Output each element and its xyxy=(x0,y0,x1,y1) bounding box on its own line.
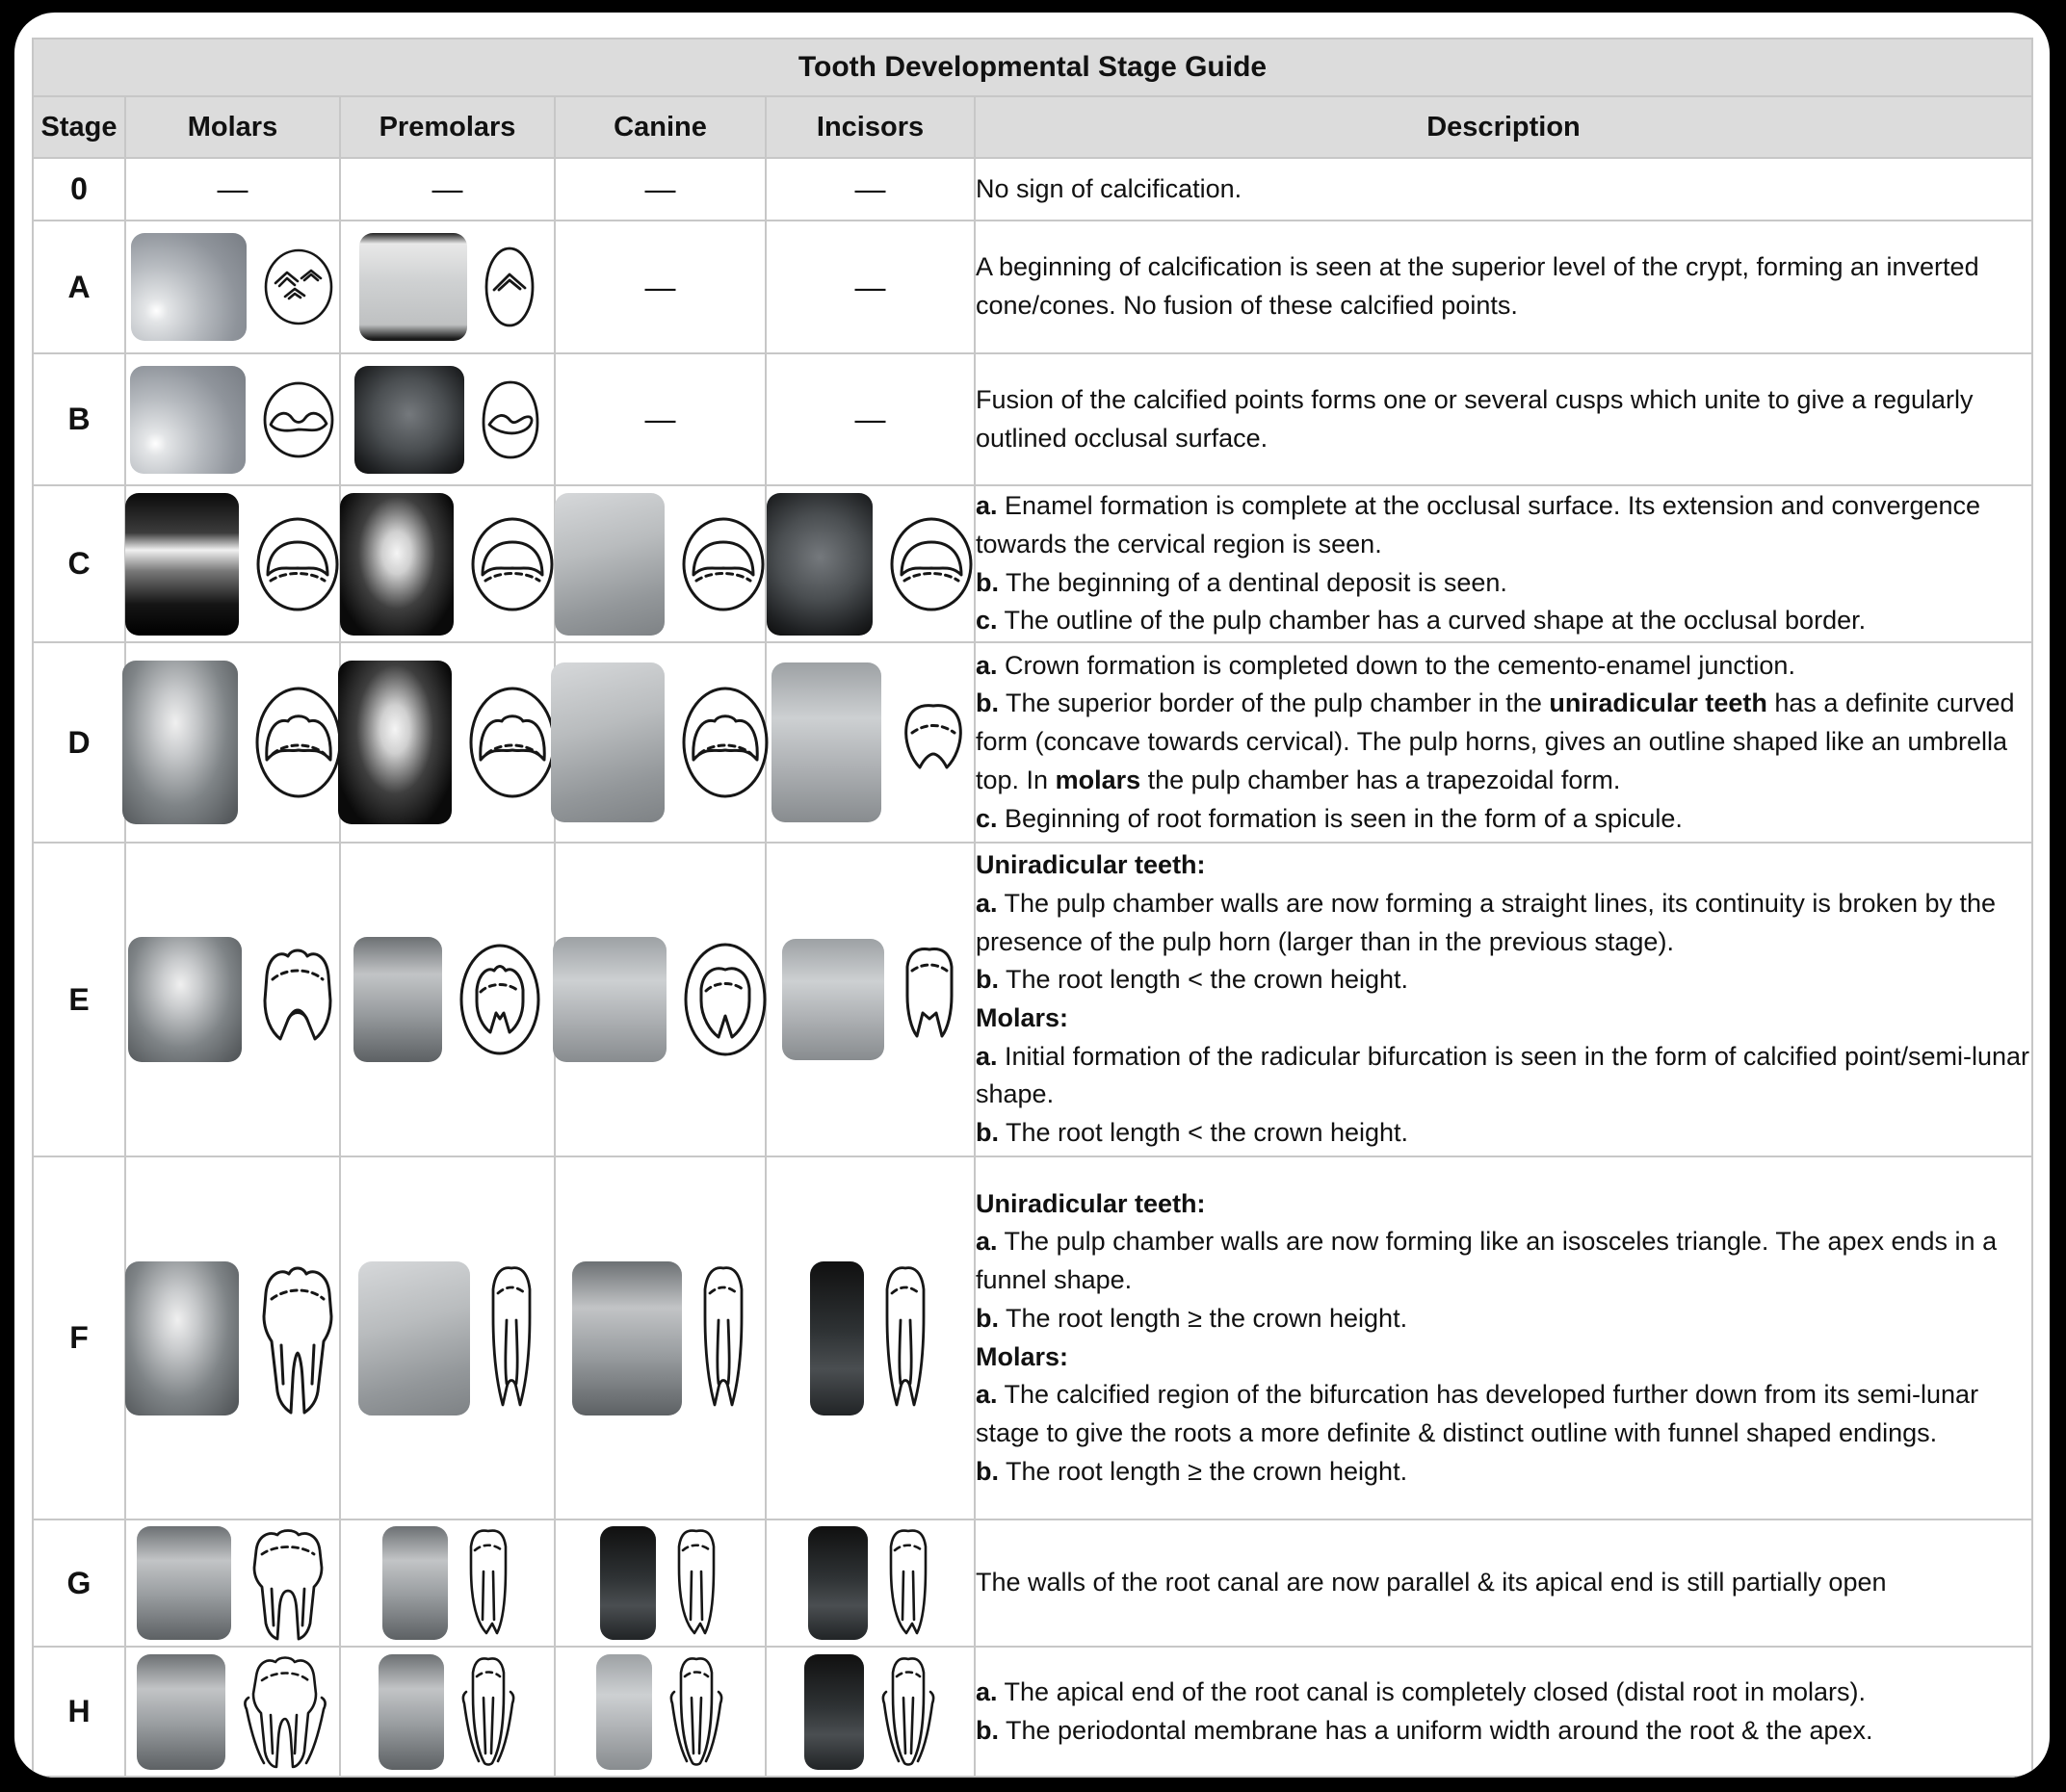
table-title-row xyxy=(33,39,2032,96)
g-molars-radiograph-image xyxy=(137,1526,231,1640)
a-molars-diagram-icon xyxy=(262,247,335,327)
f-canine-diagram-icon xyxy=(697,1260,749,1416)
stage-row-A xyxy=(33,221,2032,353)
description-line: b. The root length ≥ the crown height. xyxy=(976,1456,1408,1486)
g-incisors-diagram-icon xyxy=(883,1525,933,1641)
stage-row-G xyxy=(33,1519,2032,1647)
d-incisors-radiograph-image xyxy=(771,662,881,822)
h-molars-images xyxy=(126,1653,339,1771)
empty-dash: — xyxy=(854,402,886,436)
g-premolars-radiograph-image xyxy=(382,1526,448,1640)
description-line: a. The apical end of the root canal is completely closed (distal root in molars). xyxy=(976,1676,1866,1706)
h-molars-radiograph-image xyxy=(137,1654,225,1770)
column-header-stage: Stage xyxy=(33,96,125,158)
b-premolars-diagram-icon xyxy=(480,378,541,461)
f-canine-images xyxy=(556,1260,765,1416)
cell-G-canine xyxy=(555,1519,766,1647)
g-incisors-radiograph-image xyxy=(808,1526,868,1640)
cell-E-canine xyxy=(555,843,766,1156)
cell-D-molars xyxy=(125,642,340,843)
stage-row-B xyxy=(33,353,2032,485)
d-incisors-images xyxy=(767,662,974,822)
f-premolars-radiograph-image xyxy=(358,1261,470,1415)
cell-H-premolars xyxy=(340,1647,555,1777)
stage-label-C: C xyxy=(33,485,125,642)
h-incisors-diagram-icon xyxy=(879,1653,937,1771)
cell-G-premolars xyxy=(340,1519,555,1647)
description-line: a. The pulp chamber walls are now forming like an isosceles triangle. The apex ends in a funnel shape. xyxy=(976,1227,1998,1295)
page-title: Tooth Developmental Stage Guide xyxy=(33,39,2032,96)
h-incisors-radiograph-image xyxy=(804,1654,864,1770)
description-line: Uniradicular teeth: xyxy=(976,1188,1206,1218)
e-premolars-radiograph-image xyxy=(353,937,442,1062)
description-line: A beginning of calcification is seen at the superior level of the crypt, forming an inverted cone/cones. No fusion of these calcified points. xyxy=(976,252,1979,320)
cell-G-molars xyxy=(125,1519,340,1647)
empty-dash: — xyxy=(217,171,248,206)
description-A xyxy=(975,221,2032,353)
d-canine-diagram-icon xyxy=(680,685,771,800)
cell-E-incisors xyxy=(766,843,975,1156)
cell-F-premolars xyxy=(340,1156,555,1519)
stage-label-E: E xyxy=(33,843,125,1156)
stage-row-D xyxy=(33,642,2032,843)
f-molars-radiograph-image xyxy=(125,1261,239,1415)
column-header-row xyxy=(33,96,2032,158)
c-incisors-radiograph-image xyxy=(767,493,873,636)
d-incisors-diagram-icon xyxy=(897,698,970,787)
description-line: a. The calcified region of the bifurcation has developed further down from its semi-lunar stage to give the roots a more definite & distinct outline with funnel shaped endings. xyxy=(976,1380,1979,1447)
d-molars-images xyxy=(126,661,339,824)
d-canine-radiograph-image xyxy=(551,662,665,822)
e-canine-diagram-icon xyxy=(682,941,769,1058)
cell-D-premolars xyxy=(340,642,555,843)
b-molars-diagram-icon xyxy=(261,379,336,460)
e-molars-radiograph-image xyxy=(128,937,242,1062)
stage-label-B: B xyxy=(33,353,125,485)
e-incisors-radiograph-image xyxy=(782,939,884,1060)
c-incisors-diagram-icon xyxy=(888,515,975,613)
h-premolars-images xyxy=(341,1653,554,1771)
cell-H-incisors xyxy=(766,1647,975,1777)
description-line: a. The pulp chamber walls are now forming a straight lines, its continuity is broken by the presence of the pulp horn (larger than in the previous stage). xyxy=(976,888,1997,956)
e-molars-diagram-icon xyxy=(257,941,338,1058)
b-premolars-radiograph-image xyxy=(354,366,464,474)
f-incisors-diagram-icon xyxy=(879,1260,931,1416)
d-premolars-images xyxy=(341,661,554,824)
e-premolars-diagram-icon xyxy=(458,942,542,1057)
d-canine-images xyxy=(556,662,765,822)
description-line: Fusion of the calcified points forms one or several cusps which unite to give a regularly outlined occlusal surface. xyxy=(976,384,1974,453)
e-incisors-diagram-icon xyxy=(900,942,959,1057)
a-premolars-diagram-icon xyxy=(483,246,536,328)
a-premolars-images xyxy=(341,233,554,341)
f-incisors-radiograph-image xyxy=(810,1261,864,1415)
c-incisors-images xyxy=(767,493,974,636)
stage-label-D: D xyxy=(33,642,125,843)
empty-dash: — xyxy=(854,269,886,304)
c-canine-radiograph-image xyxy=(555,493,665,636)
c-premolars-radiograph-image xyxy=(340,493,454,636)
column-header-description: Description xyxy=(975,96,2032,158)
column-header-incisors: Incisors xyxy=(766,96,975,158)
column-header-molars: Molars xyxy=(125,96,340,158)
d-molars-diagram-icon xyxy=(253,685,344,800)
c-molars-images xyxy=(126,493,339,636)
description-line: b. The beginning of a dentinal deposit is seen. xyxy=(976,567,1507,597)
cell-F-incisors xyxy=(766,1156,975,1519)
g-molars-images xyxy=(126,1525,339,1641)
stage-row-F xyxy=(33,1156,2032,1519)
stage-row-0 xyxy=(33,158,2032,221)
cell-E-molars xyxy=(125,843,340,1156)
f-molars-diagram-icon xyxy=(254,1260,341,1416)
f-molars-images xyxy=(126,1260,339,1416)
g-canine-diagram-icon xyxy=(671,1525,721,1641)
h-premolars-diagram-icon xyxy=(459,1653,517,1771)
empty-dash: — xyxy=(432,171,463,206)
description-line: b. The superior border of the pulp chamber in the uniradicular teeth has a definite curved form (concave towards cervical). The pulp horns, gives an outline shaped like an umbrella top. In molars the pulp chamber has a trapezoidal form. xyxy=(976,688,2015,794)
cell-0-incisors xyxy=(766,158,975,221)
e-canine-radiograph-image xyxy=(553,937,667,1062)
b-molars-images xyxy=(126,366,339,474)
cell-A-incisors xyxy=(766,221,975,353)
description-line: b. The periodontal membrane has a uniform width around the root & the apex. xyxy=(976,1715,1873,1745)
c-molars-diagram-icon xyxy=(254,515,341,613)
cell-B-incisors xyxy=(766,353,975,485)
empty-dash: — xyxy=(644,171,676,206)
empty-dash: — xyxy=(644,402,676,436)
cell-0-premolars xyxy=(340,158,555,221)
description-H xyxy=(975,1647,2032,1777)
empty-dash: — xyxy=(854,171,886,206)
description-line: b. The root length ≥ the crown height. xyxy=(976,1303,1408,1333)
stage-row-H xyxy=(33,1647,2032,1777)
cell-B-canine xyxy=(555,353,766,485)
description-E xyxy=(975,843,2032,1156)
a-molars-images xyxy=(126,233,339,341)
description-line: a. Initial formation of the radicular bifurcation is seen in the form of calcified point/semi-lunar shape. xyxy=(976,1041,2030,1109)
cell-B-molars xyxy=(125,353,340,485)
column-header-premolars: Premolars xyxy=(340,96,555,158)
cell-E-premolars xyxy=(340,843,555,1156)
description-line: Molars: xyxy=(976,1341,1069,1371)
b-molars-radiograph-image xyxy=(130,366,246,474)
description-C xyxy=(975,485,2032,642)
cell-A-molars xyxy=(125,221,340,353)
h-canine-diagram-icon xyxy=(667,1653,725,1771)
stage-guide-table xyxy=(32,38,2033,1778)
d-premolars-diagram-icon xyxy=(467,685,558,800)
c-premolars-diagram-icon xyxy=(469,515,556,613)
cell-A-premolars xyxy=(340,221,555,353)
cell-F-canine xyxy=(555,1156,766,1519)
cell-H-molars xyxy=(125,1647,340,1777)
g-premolars-images xyxy=(341,1525,554,1641)
cell-B-premolars xyxy=(340,353,555,485)
cell-0-molars xyxy=(125,158,340,221)
description-B xyxy=(975,353,2032,485)
stage-label-A: A xyxy=(33,221,125,353)
h-premolars-radiograph-image xyxy=(379,1654,444,1770)
g-molars-diagram-icon xyxy=(247,1525,329,1641)
empty-dash: — xyxy=(644,269,676,304)
f-premolars-images xyxy=(341,1260,554,1416)
e-canine-images xyxy=(556,937,765,1062)
description-0 xyxy=(975,158,2032,221)
f-incisors-images xyxy=(767,1260,974,1416)
cell-F-molars xyxy=(125,1156,340,1519)
cell-A-canine xyxy=(555,221,766,353)
description-line: b. The root length < the crown height. xyxy=(976,1118,1409,1148)
g-canine-radiograph-image xyxy=(600,1526,656,1640)
a-premolars-radiograph-image xyxy=(359,233,467,341)
cell-0-canine xyxy=(555,158,766,221)
stage-label-F: F xyxy=(33,1156,125,1519)
d-premolars-radiograph-image xyxy=(338,661,452,824)
g-canine-images xyxy=(556,1525,765,1641)
description-line: a. Enamel formation is complete at the occlusal surface. Its extension and convergence towards the cervical region is seen. xyxy=(976,491,1981,558)
cell-C-premolars xyxy=(340,485,555,642)
cell-C-molars xyxy=(125,485,340,642)
description-F xyxy=(975,1156,2032,1519)
h-incisors-images xyxy=(767,1653,974,1771)
a-molars-radiograph-image xyxy=(131,233,247,341)
description-line: c. Beginning of root formation is seen in the form of a spicule. xyxy=(976,803,1683,833)
e-molars-images xyxy=(126,937,339,1062)
f-premolars-diagram-icon xyxy=(485,1260,537,1416)
c-molars-radiograph-image xyxy=(125,493,239,636)
stage-label-H: H xyxy=(33,1647,125,1777)
stage-row-C xyxy=(33,485,2032,642)
description-line: c. The outline of the pulp chamber has a curved shape at the occlusal border. xyxy=(976,606,1867,636)
h-canine-radiograph-image xyxy=(596,1654,652,1770)
cell-D-incisors xyxy=(766,642,975,843)
description-line: Molars: xyxy=(976,1003,1069,1032)
d-molars-radiograph-image xyxy=(122,661,238,824)
column-header-canine: Canine xyxy=(555,96,766,158)
c-premolars-images xyxy=(341,493,554,636)
cell-H-canine xyxy=(555,1647,766,1777)
cell-D-canine xyxy=(555,642,766,843)
stage-label-G: G xyxy=(33,1519,125,1647)
c-canine-images xyxy=(556,493,765,636)
g-incisors-images xyxy=(767,1525,974,1641)
cell-C-incisors xyxy=(766,485,975,642)
description-line: The walls of the root canal are now parallel & its apical end is still partially open xyxy=(976,1568,1887,1597)
f-canine-radiograph-image xyxy=(572,1261,682,1415)
c-canine-diagram-icon xyxy=(680,515,767,613)
cell-G-incisors xyxy=(766,1519,975,1647)
h-molars-diagram-icon xyxy=(241,1653,329,1771)
e-premolars-images xyxy=(341,937,554,1062)
g-premolars-diagram-icon xyxy=(463,1525,513,1641)
description-G xyxy=(975,1519,2032,1647)
cell-C-canine xyxy=(555,485,766,642)
stage-row-E xyxy=(33,843,2032,1156)
b-premolars-images xyxy=(341,366,554,474)
description-D xyxy=(975,642,2032,843)
page-card xyxy=(14,13,2050,1778)
h-canine-images xyxy=(556,1653,765,1771)
description-line: a. Crown formation is completed down to the cemento-enamel junction. xyxy=(976,650,1795,680)
description-line: No sign of calcification. xyxy=(976,173,1242,203)
description-line: Uniradicular teeth: xyxy=(976,850,1206,880)
description-line: b. The root length < the crown height. xyxy=(976,965,1409,995)
stage-label-0: 0 xyxy=(33,158,125,221)
e-incisors-images xyxy=(767,939,974,1060)
